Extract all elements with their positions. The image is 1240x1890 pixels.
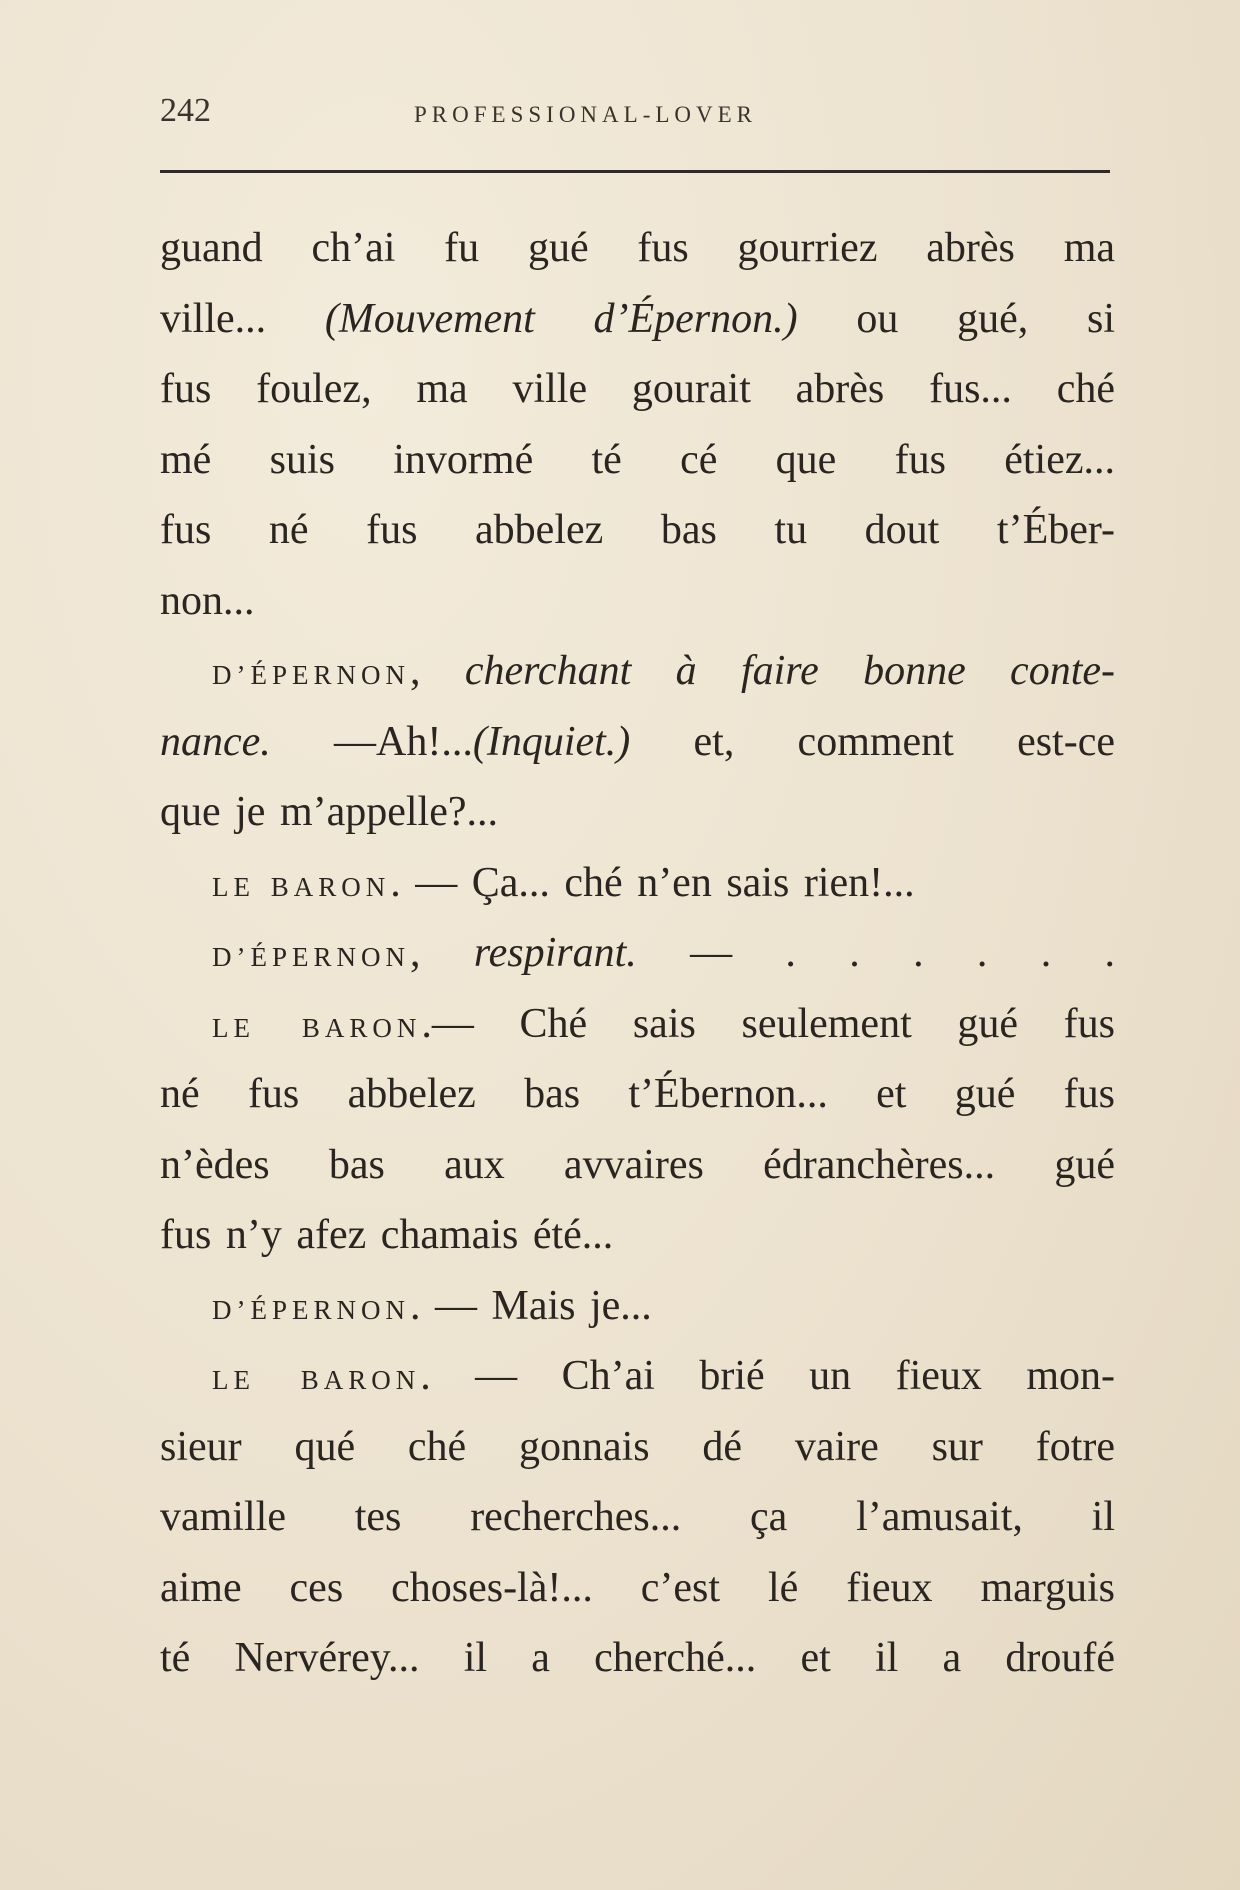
text-segment: té Nervérey... il a cherché... et il a droufé [160, 1635, 1115, 1681]
speaker-name: D’ÉPERNON [212, 660, 410, 690]
text-line [160, 707, 1115, 778]
text-line [160, 1200, 1115, 1271]
text-segment: ville... [160, 295, 325, 342]
text-segment: . — Ch’ai brié un fieux mon- [420, 1353, 1116, 1399]
text-line [160, 918, 1115, 989]
stage-direction: nance. [160, 718, 271, 765]
text-line [160, 354, 1115, 425]
text-line [160, 1553, 1115, 1624]
text-line [160, 495, 1115, 566]
stage-direction: respirant. [473, 930, 637, 976]
stage-direction: cherchant à faire bonne conte- [464, 648, 1115, 694]
text-line [160, 1623, 1115, 1694]
text-line [160, 284, 1115, 355]
speaker-name: D’ÉPERNON [212, 942, 410, 972]
text-line [160, 213, 1115, 284]
text-segment: n’èdes bas aux avvaires édranchères... gué [160, 1141, 1115, 1188]
text-segment: — . . . . . . [636, 930, 1116, 976]
header-rule [160, 170, 1110, 173]
text-segment: et, comment est-ce [630, 718, 1115, 765]
speaker-name: LE BARON [212, 1365, 421, 1395]
text-segment: que je m’appelle?... [160, 789, 499, 835]
speaker-name: LE BARON [212, 1012, 422, 1043]
text-line [160, 1341, 1115, 1412]
stage-direction: (Mouvement d’Épernon.) [324, 295, 798, 342]
text-segment: aime ces choses-là!... c’est lé fieux marguis [160, 1564, 1115, 1611]
body-text [160, 213, 1115, 1694]
text-line [160, 1271, 1115, 1342]
text-segment: non... [160, 577, 255, 624]
text-line [160, 1482, 1115, 1553]
text-segment: . — Ça... ché n’en sais rien!... [390, 859, 915, 906]
text-line [160, 848, 1115, 919]
text-segment: sieur qué ché gonnais dé vaire sur fotre [160, 1423, 1115, 1470]
text-line [160, 425, 1115, 496]
text-segment: .— Ché sais seulement gué fus [421, 1000, 1115, 1047]
page-header [160, 92, 1110, 142]
text-segment: ou gué, si [797, 295, 1115, 342]
text-line [160, 1059, 1115, 1130]
speaker-name: LE BARON [212, 871, 391, 902]
text-segment: fus foulez, ma ville gourait abrès fus... ché [160, 366, 1115, 412]
stage-direction: (Inquiet.) [472, 718, 631, 765]
text-segment: fus n’y afez chamais été... [160, 1212, 614, 1258]
text-segment: vamille tes recherches... ça l’amusait, il [160, 1494, 1115, 1540]
text-segment: , [410, 930, 474, 976]
text-line [160, 566, 1115, 637]
text-line [160, 1130, 1115, 1201]
text-segment: , [410, 648, 465, 694]
text-segment: fus né fus abbelez bas tu dout t’Éber- [160, 507, 1115, 553]
running-title: PROFESSIONAL-LOVER [414, 102, 758, 127]
text-line [160, 636, 1115, 707]
text-segment: né fus abbelez bas t’Ébernon... et gué fus [160, 1071, 1115, 1117]
text-line [160, 777, 1115, 848]
page-number: 242 [160, 92, 211, 129]
speaker-name: D’ÉPERNON [212, 1294, 410, 1325]
text-segment: —Ah!... [270, 718, 473, 765]
text-line [160, 989, 1115, 1060]
text-segment: mé suis invormé té cé que fus étiez... [160, 436, 1115, 483]
text-line [160, 1412, 1115, 1483]
text-segment: guand ch’ai fu gué fus gourriez abrès ma [160, 225, 1115, 271]
text-segment: . — Mais je... [410, 1282, 652, 1329]
